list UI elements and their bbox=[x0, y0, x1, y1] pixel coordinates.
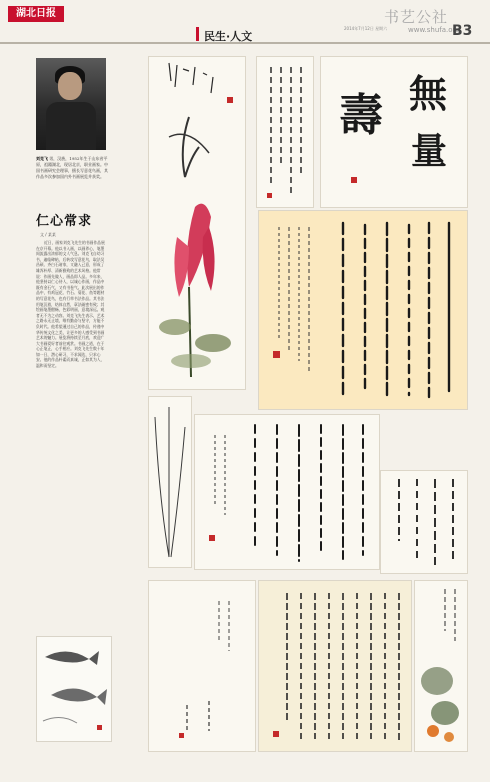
newspaper-logo: 湖北日报 bbox=[8, 6, 64, 22]
section-title: 民生·人文 bbox=[204, 30, 253, 43]
artist-bio-text: 男，汉族，1952年生于山东省平原，祖籍湖北，现居北京，职业画家。中国书画研究会理事，擅长写意花鸟画，其作品多次参加国内外书画展览并获奖。 bbox=[36, 156, 108, 179]
char-wu: 無 bbox=[409, 71, 448, 116]
grass-drawing bbox=[149, 397, 191, 567]
article-author: 文 / 某某 bbox=[40, 232, 56, 237]
cockscomb-painting bbox=[148, 56, 246, 390]
fish-painting bbox=[36, 636, 112, 742]
photo-face bbox=[58, 72, 82, 100]
page-number: B3 bbox=[452, 23, 473, 39]
seal-stamp bbox=[351, 177, 357, 183]
fish-drawing bbox=[37, 637, 111, 741]
calligraphy-small-panel bbox=[148, 580, 256, 752]
photo-body bbox=[46, 102, 96, 150]
vegetable-drawing bbox=[415, 581, 467, 751]
vegetable-painting bbox=[414, 580, 468, 752]
yellow-calligraphy-drawing bbox=[259, 211, 467, 409]
char-liang: 量 bbox=[411, 130, 448, 172]
calligraphy-right-drawing bbox=[381, 471, 467, 573]
watermark-url: www.shufa.org bbox=[408, 26, 460, 34]
char-shou: 壽 bbox=[339, 90, 383, 141]
calligraphy-right-panel bbox=[380, 470, 468, 574]
artist-photo bbox=[36, 58, 106, 150]
article-title: 仁心常求 bbox=[36, 214, 93, 229]
cream-calligraphy-drawing bbox=[259, 581, 411, 751]
article-body: 近日，画家刘克飞先生的书画作品展在京开幕。他以书入画，以画养心，笔墨间流露出浓郁的文人气息。刘克飞自幼习书，遍临碑帖，后转攻写意花鸟，取法吴昌硕、齐白石诸家，又融入己意，形成了雄浑朴厚、清新雅致的艺术风格。他常说：作画先做人，画品即人品。多年来，他坚持以仁心待人，以诚心作画，作品中既有金石气，又有书卷气。此次展出的作品中，有鸡冠花、竹石、菊花、鱼等题材的写意花鸟，也有行草书法作品。其书法用笔沉着，结体自然，章法疏密有致；其绘画笔墨酣畅，色彩明丽，意境深远。观者无不为之动容。刘克飞先生表示，艺术之路永无止境，唯有勤奋与坚守，方能不负时代。他希望通过自己的作品，传递中华传统文化之美，让更多的人感受到书画艺术的魅力。展览将持续至月底，欢迎广大书画爱好者前往观赏。书画之道，在于心正笔正，心手相应。刘克飞先生数十年如一日，潜心研习，不求闻达，只求心安。他的作品朴素而真诚，正如其为人，温和而坚定。 bbox=[36, 240, 105, 369]
watermark: 书艺公社 bbox=[384, 8, 449, 26]
calligraphy-scroll-narrow bbox=[256, 56, 314, 208]
section-marker bbox=[196, 27, 199, 41]
calligraphy-horizontal bbox=[194, 414, 380, 570]
cream-calligraphy-panel bbox=[258, 580, 412, 752]
masthead bbox=[0, 0, 490, 44]
calligraphy-horizontal-drawing bbox=[195, 415, 379, 569]
yellow-calligraphy-panel bbox=[258, 210, 468, 410]
calligraphy-narrow-drawing bbox=[257, 57, 313, 207]
artist-name: 刘克飞 bbox=[36, 156, 48, 161]
wuliangshou-calligraphy bbox=[320, 56, 468, 208]
artist-bio bbox=[36, 156, 108, 180]
issue-date: 2014年7月12日 星期六 bbox=[344, 26, 388, 31]
calligraphy-small-drawing bbox=[149, 581, 255, 751]
grass-painting bbox=[148, 396, 192, 568]
cockscomb-drawing bbox=[149, 57, 245, 389]
